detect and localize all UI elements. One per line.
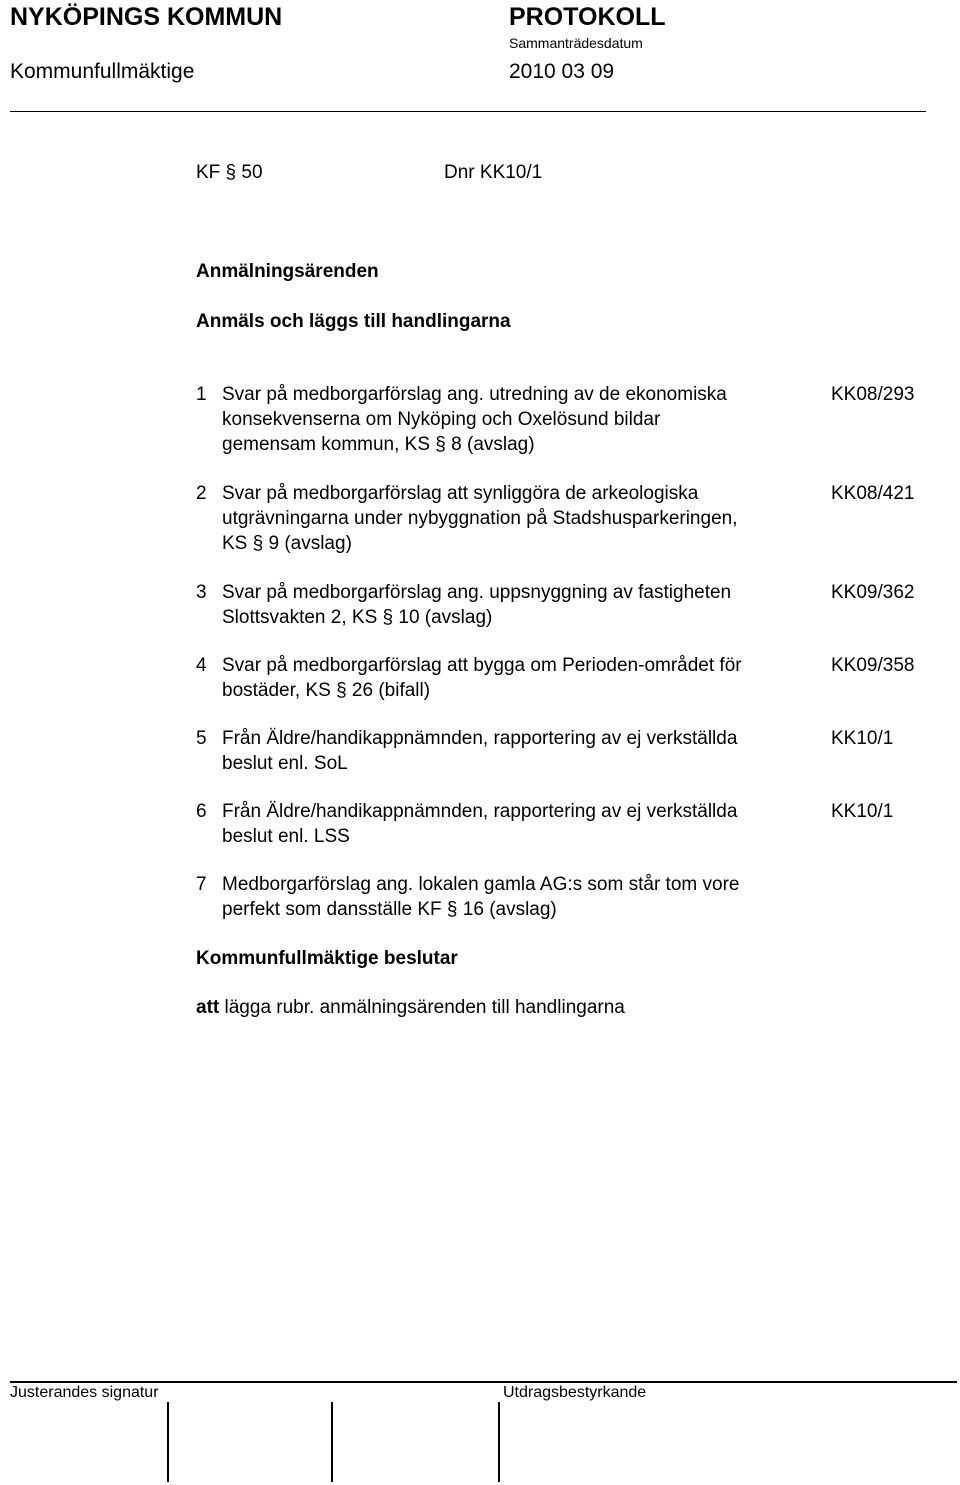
item-number: 3 [196, 582, 207, 603]
item-number: 2 [196, 483, 207, 504]
header-divider [10, 111, 926, 112]
item-diary-number: KK09/362 [831, 582, 915, 603]
item-text: Medborgarförslag ang. lokalen gamla AG:s som står tom vore perfekt som dansställe KF § 16 (avslag) [222, 874, 740, 920]
decision-text [196, 995, 625, 1020]
assembly-name: Kommunfullmäktige [10, 60, 195, 83]
organization-name: NYKÖPINGS KOMMUN [10, 3, 283, 31]
decision-body: lägga rubr. anmälningsärenden till handlingarna [224, 997, 625, 1018]
decision-att: att [196, 997, 220, 1018]
item-diary-number: KK10/1 [831, 728, 894, 749]
signature-box-divider [498, 1402, 500, 1482]
item-number: 7 [196, 874, 207, 895]
item-text: Från Äldre/handikappnämnden, rapportering av ej verkställda beslut enl. LSS [222, 801, 738, 847]
section-title: Anmälningsärenden [196, 261, 379, 282]
item-number: 5 [196, 728, 207, 749]
meeting-date-label: Sammanträdesdatum [509, 35, 643, 51]
item-number: 4 [196, 655, 207, 676]
extract-certification-label: Utdragsbestyrkande [503, 1384, 647, 1401]
item-number: 1 [196, 384, 207, 405]
item-diary-number: KK09/358 [831, 655, 915, 676]
item-text: Från Äldre/handikappnämnden, rapportering av ej verkställda beslut enl. SoL [222, 728, 738, 774]
item-diary-number: KK10/1 [831, 801, 894, 822]
item-text: Svar på medborgarförslag att synliggöra de arkeologiska utgrävningarna under nybyggnation på Stadshusparkeringen, KS § 9 (avslag) [222, 483, 738, 554]
section-subtitle: Anmäls och läggs till handlingarna [196, 311, 511, 332]
signature-label: Justerandes signatur [10, 1384, 159, 1401]
item-text: Svar på medborgarförslag ang. utredning av de ekonomiska konsekvenserna om Nyköping och Oxelösund bildar gemensam kommun, KS § 8 (avslag) [222, 384, 727, 455]
footer-divider [10, 1381, 957, 1383]
item-number: 6 [196, 801, 207, 822]
case-number: KF § 50 [196, 162, 263, 183]
item-diary-number: KK08/293 [831, 384, 915, 405]
signature-box-divider [331, 1402, 333, 1482]
diary-number: Dnr KK10/1 [444, 162, 543, 183]
decision-heading: Kommunfullmäktige beslutar [196, 948, 458, 969]
item-text: Svar på medborgarförslag att bygga om Perioden-området för bostäder, KS § 26 (bifall) [222, 655, 742, 701]
item-text: Svar på medborgarförslag ang. uppsnyggning av fastigheten Slottsvakten 2, KS § 10 (avslag) [222, 582, 732, 628]
meeting-date: 2010 03 09 [509, 60, 615, 83]
item-diary-number: KK08/421 [831, 483, 915, 504]
signature-box-divider [167, 1402, 169, 1482]
document-type: PROTOKOLL [509, 3, 666, 31]
